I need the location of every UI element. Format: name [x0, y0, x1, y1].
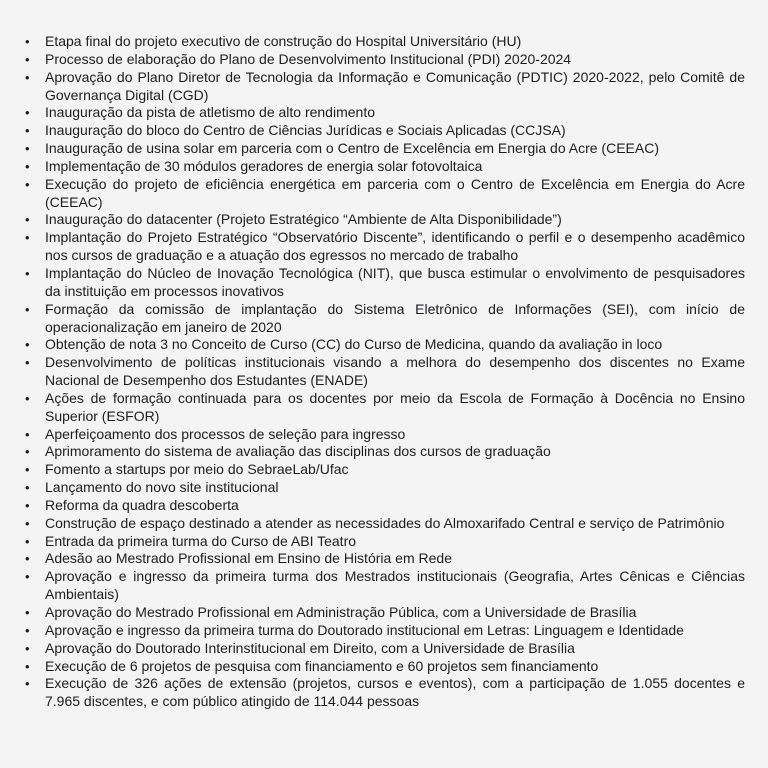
list-item — [24, 69, 745, 105]
list-item-text: Aprimoramento do sistema de avaliação das disciplinas dos cursos de graduação — [45, 443, 551, 460]
bullet-icon: • — [25, 176, 30, 192]
list-item-text: Inauguração do bloco do Centro de Ciências Jurídicas e Sociais Aplicadas (CCJSA) — [45, 122, 566, 139]
bullet-icon: • — [25, 301, 30, 317]
list-item — [24, 211, 745, 229]
bullet-icon: • — [25, 533, 30, 549]
list-item-text: Inauguração do datacenter (Projeto Estratégico “Ambiente de Alta Disponibilidade”) — [45, 211, 562, 228]
list-item-text: Execução de 326 ações de extensão (projetos, cursos e eventos), com a participação de 1.055 docentes e 7.965 discentes, e com público atingido de 114.044 pessoas — [45, 675, 745, 710]
bullet-icon: • — [25, 105, 30, 121]
list-item — [24, 533, 745, 551]
list-item — [24, 550, 745, 568]
bullet-icon: • — [25, 337, 30, 353]
bullet-icon: • — [25, 212, 30, 228]
bullet-icon: • — [25, 497, 30, 513]
bullet-icon: • — [25, 51, 30, 67]
bullet-icon: • — [25, 515, 30, 531]
list-item — [24, 426, 745, 444]
bullet-icon: • — [25, 622, 30, 638]
list-item-text: Adesão ao Mestrado Profissional em Ensino de História em Rede — [45, 550, 452, 567]
bullet-icon: • — [25, 444, 30, 460]
list-item — [24, 640, 745, 658]
list-item — [24, 604, 745, 622]
list-item — [24, 658, 745, 676]
bullet-icon: • — [25, 34, 30, 49]
list-item-text: Entrada da primeira turma do Curso de ABI Teatro — [45, 532, 357, 549]
bullet-icon: • — [25, 426, 30, 442]
list-item-text: Aprovação e ingresso da primeira turma dos Mestrados institucionais (Geografia, Artes Cênicas e Ciências Ambientais) — [45, 568, 745, 603]
bullet-icon: • — [25, 355, 30, 371]
bullet-icon: • — [25, 658, 30, 674]
list-item-text: Etapa final do projeto executivo de construção do Hospital Universitário (HU) — [45, 33, 522, 49]
bullet-icon: • — [25, 640, 30, 656]
bullet-icon: • — [25, 480, 30, 496]
bullet-icon: • — [25, 123, 30, 139]
list-item-text: Aprovação e ingresso da primeira turma do Doutorado institucional em Letras: Linguagem e Identidade — [45, 621, 684, 638]
list-item-text: Aprovação do Mestrado Profissional em Administração Pública, com a Universidade de Brasília — [45, 604, 637, 620]
list-item — [24, 104, 745, 122]
list-item — [24, 158, 745, 176]
list-item-text: Obtenção de nota 3 no Conceito de Curso (CC) do Curso de Medicina, quando da avaliação in loco — [45, 336, 663, 353]
list-item — [24, 390, 745, 426]
list-item-text: Fomento a startups por meio do SebraeLab/Ufac — [45, 461, 349, 478]
list-item-text: Ações de formação continuada para os docentes por meio da Escola de Formação à Docência no Ensino Superior (ESFOR) — [45, 389, 745, 424]
list-item — [24, 461, 745, 479]
bullet-icon: • — [25, 676, 30, 692]
list-item — [24, 354, 745, 390]
bullet-icon: • — [25, 141, 30, 157]
list-item-text: Implantação do Projeto Estratégico “Observatório Discente”, identificando o perfil e o desempenho acadêmico nos cursos de graduação e a atuação dos egressos no mercado de trabalho — [45, 229, 745, 264]
list-item — [24, 33, 745, 51]
list-item-text: Processo de elaboração do Plano de Desenvolvimento Institucional (PDI) 2020-2024 — [45, 50, 572, 67]
bullet-icon: • — [25, 605, 30, 620]
bullet-icon: • — [25, 69, 30, 85]
list-item — [24, 265, 745, 301]
list-item — [24, 301, 745, 337]
list-item — [24, 675, 745, 711]
list-item — [24, 515, 745, 533]
list-item-text: Execução de 6 projetos de pesquisa com financiamento e 60 projetos sem financiamento — [45, 657, 599, 674]
list-item-text: Implementação de 30 módulos geradores de energia solar fotovoltaica — [45, 157, 483, 174]
list-item — [24, 622, 745, 640]
list-item — [24, 443, 745, 461]
list-item-text: Aprovação do Plano Diretor de Tecnologia da Informação e Comunicação (PDTIC) 2020-2022, pelo Comitê de Governança Digital (CGD) — [45, 68, 745, 103]
list-item — [24, 336, 745, 354]
list-item — [24, 176, 745, 212]
bullet-icon: • — [25, 551, 30, 567]
list-item-text: Construção de espaço destinado a atender as necessidades do Almoxarifado Central e serviço de Patrimônio — [45, 514, 725, 531]
list-item — [24, 140, 745, 158]
list-item-text: Implantação do Núcleo de Inovação Tecnológica (NIT), que busca estimular o envolvimento de pesquisadores da instituição em processos inovativos — [45, 264, 745, 299]
list-item — [24, 568, 745, 604]
list-item-text: Execução do projeto de eficiência energética em parceria com o Centro de Excelência em Energia do Acre (CEEAC) — [45, 175, 745, 210]
bullet-icon: • — [25, 390, 30, 406]
achievements-list — [24, 33, 745, 711]
bullet-icon: • — [25, 462, 30, 478]
bullet-icon: • — [25, 230, 30, 246]
list-item-text: Inauguração de usina solar em parceria com o Centro de Excelência em Energia do Acre (CEEAC) — [45, 140, 659, 157]
list-item-text: Desenvolvimento de políticas institucionais visando a melhora do desempenho dos discentes no Exame Nacional de Desempenho dos Estudantes (ENADE) — [45, 354, 745, 389]
list-item-text: Aprovação do Doutorado Interinstitucional em Direito, com a Universidade de Brasília — [45, 639, 575, 656]
list-item-text: Lançamento do novo site institucional — [45, 479, 279, 496]
list-item — [24, 497, 745, 515]
bullet-icon: • — [25, 158, 30, 174]
bullet-icon: • — [25, 569, 30, 585]
list-item — [24, 229, 745, 265]
list-item-text: Reforma da quadra descoberta — [45, 496, 239, 513]
list-item — [24, 479, 745, 497]
list-item-text: Aperfeiçoamento dos processos de seleção para ingresso — [45, 425, 406, 442]
list-item-text: Formação da comissão de implantação do Sistema Eletrônico de Informações (SEI), com início de operacionalização em janeiro de 2020 — [45, 300, 745, 335]
list-item — [24, 51, 745, 69]
list-item-text: Inauguração da pista de atletismo de alto rendimento — [45, 104, 375, 121]
list-item — [24, 122, 745, 140]
bullet-icon: • — [25, 265, 30, 281]
